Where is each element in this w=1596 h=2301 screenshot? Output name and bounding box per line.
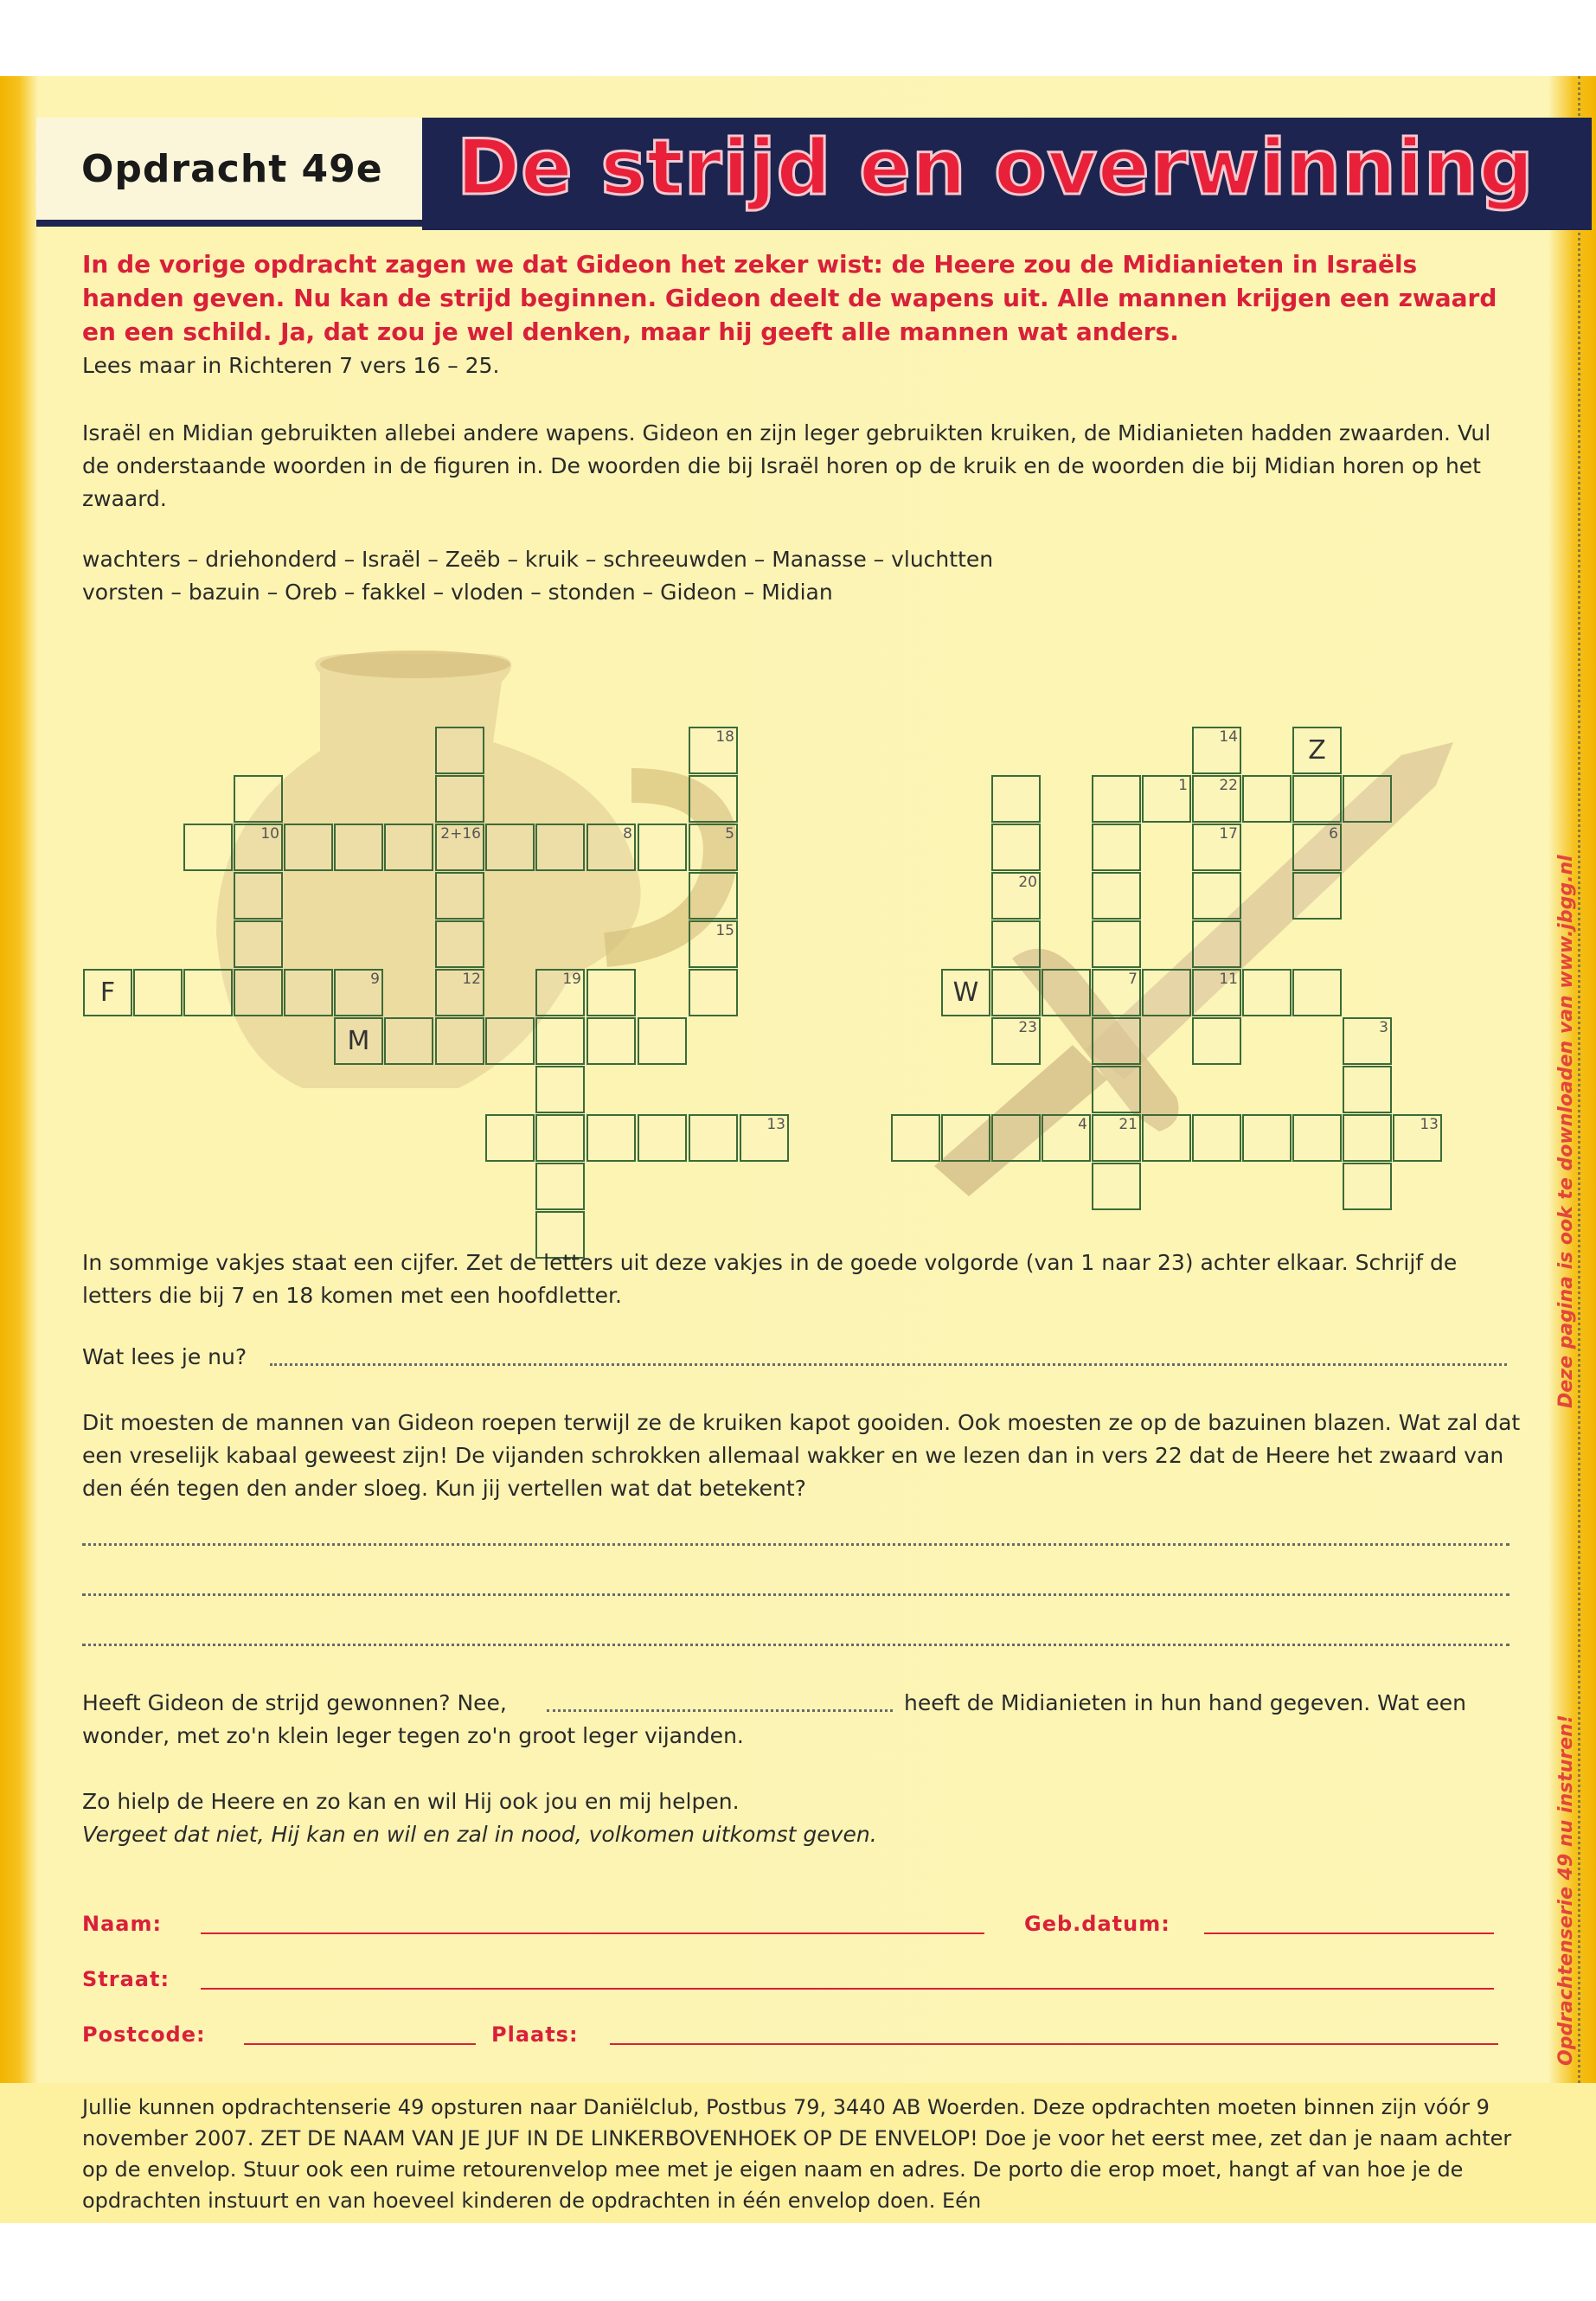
crossword-cell[interactable]: 21 <box>1092 1114 1141 1162</box>
story-text: Dit moesten de mannen van Gideon roepen terwijl ze de kruiken kapot gooiden. Ook moesten ze op de bazuinen blazen. Wat zal dat een vreselijk kabaal geweest zijn! De vijanden schrokken allemaal wakker en we lezen dan in vers 22 dat de Heere het zwaard van den één tegen den ander sloeg. Kun jij vertellen wat dat betekent? <box>82 1410 1521 1501</box>
crossword-cell[interactable]: 1 <box>1142 775 1191 823</box>
postcode-label: Postcode: <box>82 2022 206 2047</box>
crossword-cell[interactable] <box>535 824 585 871</box>
crossword-cell[interactable] <box>586 1017 636 1065</box>
crossword-cell[interactable] <box>1092 1163 1141 1210</box>
answer-line[interactable] <box>82 1644 1509 1646</box>
page-title: De strijd en overwinning <box>457 123 1535 212</box>
crossword-cell[interactable]: 20 <box>991 872 1041 920</box>
crossword-cell[interactable] <box>1092 775 1141 823</box>
worksheet-page <box>0 76 1596 2223</box>
crossword-cell[interactable] <box>1142 969 1191 1016</box>
crossword-cell[interactable] <box>1292 969 1342 1016</box>
crossword-cell[interactable] <box>1042 969 1091 1016</box>
crossword-cell[interactable] <box>234 920 283 968</box>
crossword-cell[interactable] <box>435 727 484 774</box>
crossword-cell[interactable] <box>1242 775 1292 823</box>
crossword-cell[interactable]: 13 <box>740 1114 789 1162</box>
place-field[interactable] <box>610 2043 1498 2045</box>
crossword-cell[interactable]: 8 <box>586 824 636 871</box>
crossword-cell[interactable]: 13 <box>1393 1114 1442 1162</box>
footer-text: Jullie kunnen opdrachtenserie 49 opsturen naar Daniëlclub, Postbus 79, 3440 AB Woerden. Deze opdrachten moeten binnen zijn vóór 9 november 2007. ZET DE NAAM VAN JE JUF IN DE LINKERBOVENHOEK OP DE ENVELOP! Doe je voor het eerst mee, zet dan je naam achter op de envelop. Stuur ook een ruime retourenvelop mee met je eigen naam en adres. De porto die erop moet, hangt af van hoe je de opdrachten instuurt en van hoeveel kinderen de opdrachten in één envelop doen. Eén <box>82 2095 1512 2213</box>
crossword-cell[interactable] <box>535 1163 585 1210</box>
crossword-cell[interactable]: 3 <box>1343 1017 1392 1065</box>
crossword-cell[interactable]: 7 <box>1092 969 1141 1016</box>
crossword-cell[interactable] <box>133 969 183 1016</box>
crossword-cell[interactable] <box>991 824 1041 871</box>
crossword-cell[interactable] <box>284 969 333 1016</box>
crossword-cell[interactable] <box>183 969 233 1016</box>
crossword-cell[interactable] <box>638 1017 687 1065</box>
word-list-line: wachters – driehonderd – Israël – Zeëb – kruik – schreeuwden – Manasse – vluchtten <box>82 547 994 572</box>
crossword-cell[interactable]: 23 <box>991 1017 1041 1065</box>
crossword-cell[interactable] <box>1292 1114 1342 1162</box>
intro-text: In de vorige opdracht zagen we dat Gideon het zeker wist: de Heere zou de Midianieten in Israëls handen geven. Nu kan de strijd beginnen. Gideon deelt de wapens uit. Alle mannen krijgen een zwaard en een schild. Ja, dat zou je wel denken, maar hij geeft alle mannen wat anders. <box>82 250 1497 346</box>
instruction-text: Israël en Midian gebruikten allebei andere wapens. Gideon en zijn leger gebruikten kruiken, de Midianieten hadden zwaarden. Vul de onderstaande woorden in de figuren in. De woorden die bij Israël horen op de kruik en de woorden die bij Midian horen op het zwaard. <box>82 420 1491 511</box>
answer-line[interactable] <box>82 1543 1509 1546</box>
closing-text: Zo hielp de Heere en zo kan en wil Hij ook jou en mij helpen. <box>82 1789 740 1814</box>
word-list <box>82 543 993 609</box>
crossword-cell[interactable]: 9 <box>334 969 383 1016</box>
crossword-cell[interactable] <box>535 1017 585 1065</box>
crossword-cell[interactable] <box>384 824 433 871</box>
crossword-cell[interactable] <box>485 824 535 871</box>
crossword-cell[interactable] <box>485 1114 535 1162</box>
crossword-cell[interactable]: 19 <box>535 969 585 1016</box>
side-download-note: Deze pagina is ook te downloaden van www.jbgg.nl <box>1555 855 1577 1408</box>
crossword-cell[interactable] <box>689 872 738 920</box>
crossword-cell[interactable] <box>535 1066 585 1113</box>
crossword-cell[interactable] <box>941 1114 990 1162</box>
crossword-cell[interactable] <box>1292 775 1342 823</box>
crossword-cell[interactable]: 4 <box>1042 1114 1091 1162</box>
crossword-cell[interactable]: 22 <box>1192 775 1241 823</box>
crossword-cell[interactable]: 18 <box>689 727 738 774</box>
birthdate-label: Geb.datum: <box>1024 1912 1170 1936</box>
crossword-cell[interactable] <box>1343 775 1392 823</box>
crossword-cell[interactable] <box>991 775 1041 823</box>
crossword-cell[interactable]: 6 <box>1292 824 1342 871</box>
crossword-cell[interactable] <box>1092 920 1141 968</box>
crossword-cell[interactable] <box>1092 824 1141 871</box>
crossword-cell[interactable] <box>1343 1066 1392 1113</box>
crossword-cell[interactable]: 12 <box>435 969 484 1016</box>
crossword-cell[interactable] <box>1092 1066 1141 1113</box>
crossword-cell[interactable]: Z <box>1292 727 1342 774</box>
crossword-cell[interactable] <box>435 775 484 823</box>
crossword-cell[interactable] <box>485 1017 535 1065</box>
question-part1: Heeft Gideon de strijd gewonnen? Nee, <box>82 1690 507 1715</box>
crossword-cell[interactable]: 15 <box>689 920 738 968</box>
cut-line <box>1578 76 1580 2223</box>
crossword-cell[interactable] <box>638 824 687 871</box>
question-part2: heeft de Midianieten in hun hand gegeven. Wat een wonder, met zo'n klein leger tegen zo'n groot leger vijanden. <box>82 1690 1466 1748</box>
crossword-cell[interactable] <box>586 969 636 1016</box>
crossword-cell[interactable] <box>234 775 283 823</box>
crossword-cell[interactable] <box>435 1017 484 1065</box>
crossword-cell[interactable] <box>183 824 233 871</box>
side-submit-note: Opdrachtenserie 49 nu insturen! <box>1555 1715 1577 2066</box>
closing-italic: Vergeet dat niet, Hij kan en wil en zal in nood, volkomen uitkomst geven. <box>82 1822 877 1847</box>
crossword-cell[interactable]: W <box>941 969 990 1016</box>
title-banner <box>422 118 1592 230</box>
crossword-cell[interactable] <box>1192 1114 1241 1162</box>
crossword-cell[interactable] <box>1092 1017 1141 1065</box>
crossword-cell[interactable] <box>1292 872 1342 920</box>
crossword-cell[interactable]: M <box>334 1017 383 1065</box>
crossword-cell[interactable] <box>234 872 283 920</box>
word-list-line: vorsten – bazuin – Oreb – fakkel – vloden – stonden – Gideon – Midian <box>82 580 833 605</box>
street-label: Straat: <box>82 1967 170 1991</box>
crossword-cell[interactable] <box>1192 920 1241 968</box>
crossword-cell[interactable]: 17 <box>1192 824 1241 871</box>
answer-line[interactable] <box>270 1363 1507 1366</box>
crossword-cell[interactable]: 5 <box>689 824 738 871</box>
name-label: Naam: <box>82 1912 163 1936</box>
crossword-cell[interactable] <box>334 824 383 871</box>
crossword-cell[interactable] <box>991 969 1041 1016</box>
footer <box>0 2083 1596 2223</box>
answer-line[interactable] <box>82 1593 1509 1596</box>
crossword-cell[interactable] <box>586 1114 636 1162</box>
crossword-cell[interactable] <box>535 1114 585 1162</box>
crossword-cell[interactable] <box>1192 872 1241 920</box>
place-label: Plaats: <box>491 2022 579 2047</box>
crossword-cell[interactable] <box>435 872 484 920</box>
header <box>36 118 1585 230</box>
crossword-cell[interactable]: 14 <box>1192 727 1241 774</box>
crossword-cell[interactable] <box>1192 1017 1241 1065</box>
postcode-field[interactable] <box>244 2043 476 2045</box>
crossword-cell[interactable] <box>1142 1114 1191 1162</box>
crossword-cell[interactable]: 11 <box>1192 969 1241 1016</box>
crossword-cell[interactable]: 10 <box>234 824 283 871</box>
question-answer-label: Wat lees je nu? <box>82 1344 247 1369</box>
crossword-cell[interactable] <box>1242 969 1292 1016</box>
crossword-cell[interactable] <box>284 824 333 871</box>
crossword-cell[interactable] <box>991 1114 1041 1162</box>
crossword-cell[interactable] <box>689 969 738 1016</box>
crossword-cell[interactable] <box>234 969 283 1016</box>
crossword-cell[interactable] <box>689 775 738 823</box>
task-label: Opdracht 49e <box>81 147 383 191</box>
read-reference: Lees maar in Richteren 7 vers 16 – 25. <box>82 353 500 378</box>
crossword-cell[interactable] <box>1343 1163 1392 1210</box>
crossword-cell[interactable]: 2+16 <box>435 824 484 871</box>
street-field[interactable] <box>201 1988 1494 1990</box>
crossword-cell[interactable] <box>435 920 484 968</box>
crossword-cell[interactable] <box>891 1114 940 1162</box>
crossword-cell[interactable] <box>638 1114 687 1162</box>
crossword-cell[interactable] <box>1343 1114 1392 1162</box>
birthdate-field[interactable] <box>1204 1932 1494 1934</box>
puzzle-instruction: In sommige vakjes staat een cijfer. Zet de letters uit deze vakjes in de goede volgorde (van 1 naar 23) achter elkaar. Schrijf de letters die bij 7 en 18 komen met een hoofdletter. <box>82 1250 1458 1308</box>
crossword-cell[interactable] <box>689 1114 738 1162</box>
crossword-cell[interactable] <box>384 1017 433 1065</box>
crossword-cell[interactable]: F <box>83 969 132 1016</box>
crossword-cell[interactable] <box>1092 872 1141 920</box>
crossword-cell[interactable] <box>1242 1114 1292 1162</box>
task-label-box <box>36 118 422 227</box>
name-field[interactable] <box>201 1932 984 1934</box>
crossword-cell[interactable] <box>991 920 1041 968</box>
